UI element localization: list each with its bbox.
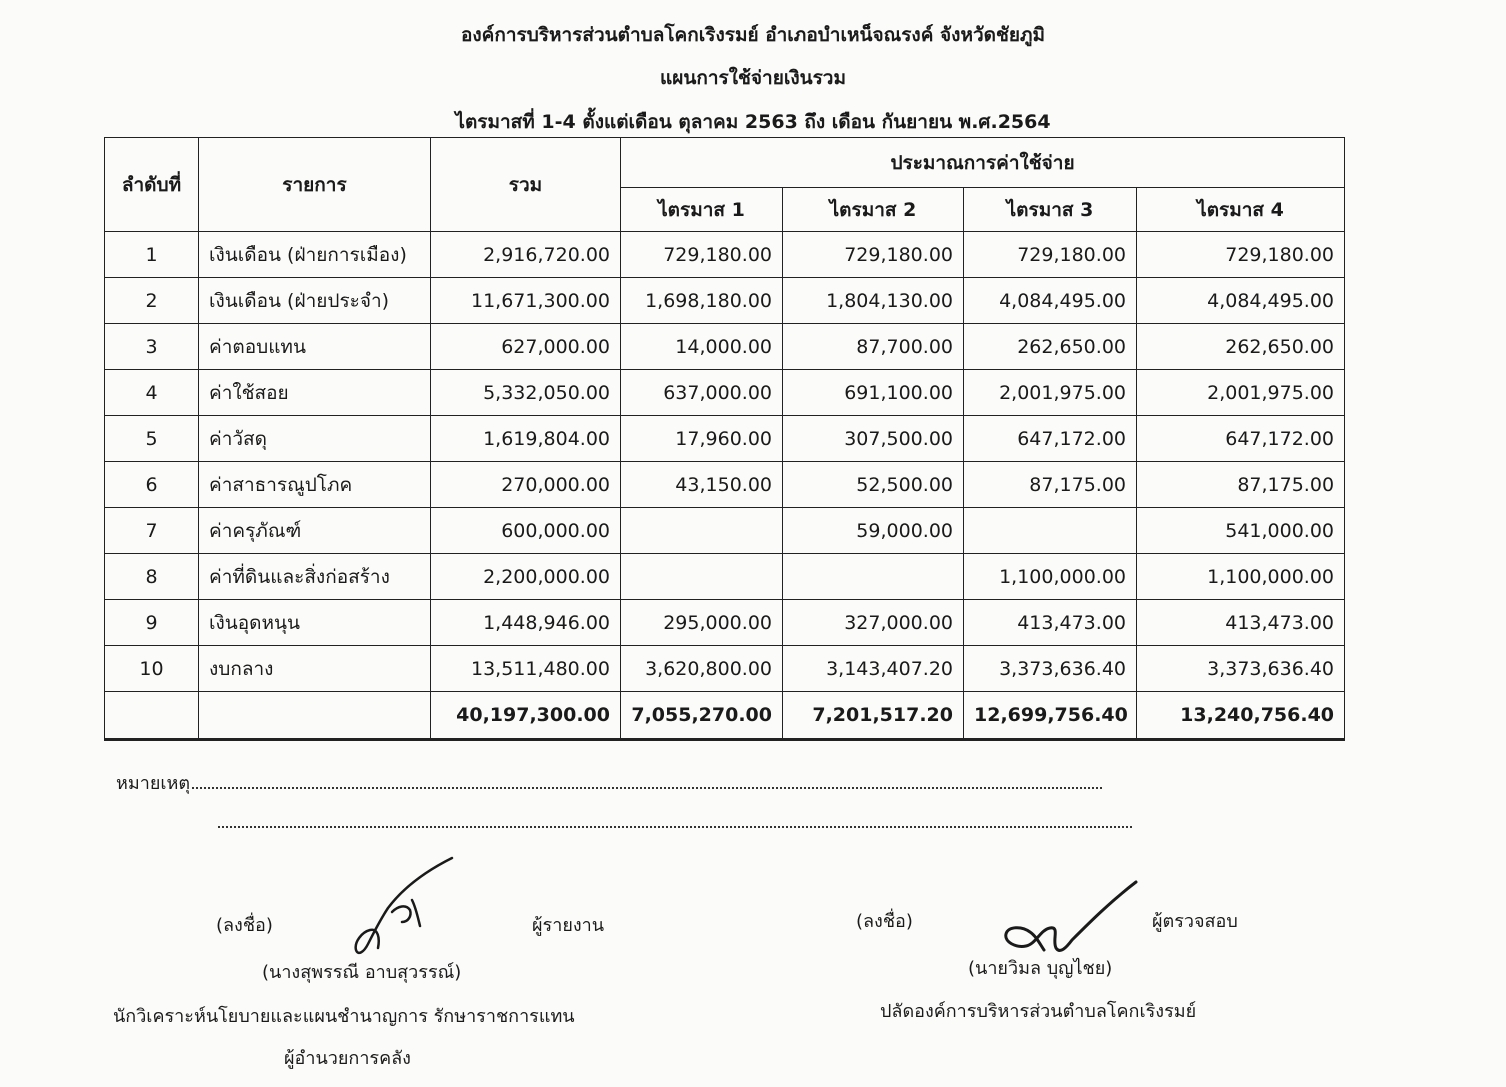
col-q2-header: ไตรมาส 2 xyxy=(783,188,964,232)
budget-table xyxy=(104,137,1345,741)
row-q2: 52,500.00 xyxy=(783,462,964,508)
table-row xyxy=(105,370,1345,416)
row-q2 xyxy=(783,554,964,600)
row-q3: 87,175.00 xyxy=(964,462,1137,508)
row-q3: 1,100,000.00 xyxy=(964,554,1137,600)
row-q2: 691,100.00 xyxy=(783,370,964,416)
row-q4: 3,373,636.40 xyxy=(1137,646,1345,692)
row-item: เงินอุดหนุน xyxy=(199,600,431,646)
row-q4: 87,175.00 xyxy=(1137,462,1345,508)
period-title: ไตรมาสที่ 1-4 ตั้งแต่เดือน ตุลาคม 2563 ถึง เดือน กันยายน พ.ศ.2564 xyxy=(455,111,1051,133)
table-row xyxy=(105,232,1345,278)
row-item: เงินเดือน (ฝ่ายประจำ) xyxy=(199,278,431,324)
left-sign-position-2: ผู้อำนวยการคลัง xyxy=(284,1048,411,1069)
totals-row xyxy=(105,692,1345,740)
row-q1: 295,000.00 xyxy=(621,600,783,646)
remark-line xyxy=(116,768,1102,797)
row-q4: 1,100,000.00 xyxy=(1137,554,1345,600)
col-total-header: รวม xyxy=(431,138,621,232)
org-title: องค์การบริหารส่วนตำบลโคกเริงรมย์ อำเภอบำเหน็จณรงค์ จังหวัดชัยภูมิ xyxy=(460,24,1046,46)
table-row xyxy=(105,416,1345,462)
table-row xyxy=(105,646,1345,692)
row-q3: 729,180.00 xyxy=(964,232,1137,278)
row-item: เงินเดือน (ฝ่ายการเมือง) xyxy=(199,232,431,278)
row-q1: 637,000.00 xyxy=(621,370,783,416)
total-q1: 7,055,270.00 xyxy=(621,692,783,740)
row-q4: 541,000.00 xyxy=(1137,508,1345,554)
row-no: 9 xyxy=(105,600,199,646)
plan-title: แผนการใช้จ่ายเงินรวม xyxy=(659,67,846,89)
col-no-header: ลำดับที่ xyxy=(105,138,199,232)
table-row xyxy=(105,600,1345,646)
row-q3: 3,373,636.40 xyxy=(964,646,1137,692)
row-item: ค่าสาธารณูปโภค xyxy=(199,462,431,508)
right-sign-position: ปลัดองค์การบริหารส่วนตำบลโคกเริงรมย์ xyxy=(880,1001,1197,1022)
row-total: 2,916,720.00 xyxy=(431,232,621,278)
row-q3: 647,172.00 xyxy=(964,416,1137,462)
row-q1: 14,000.00 xyxy=(621,324,783,370)
totals-no-cell xyxy=(105,692,199,740)
row-total: 1,448,946.00 xyxy=(431,600,621,646)
row-q3: 2,001,975.00 xyxy=(964,370,1137,416)
total-q3: 12,699,756.40 xyxy=(964,692,1137,740)
row-no: 1 xyxy=(105,232,199,278)
row-total: 2,200,000.00 xyxy=(431,554,621,600)
row-item: ค่าวัสดุ xyxy=(199,416,431,462)
col-q4-header: ไตรมาส 4 xyxy=(1137,188,1345,232)
row-total: 13,511,480.00 xyxy=(431,646,621,692)
left-sign-role: ผู้รายงาน xyxy=(532,915,605,936)
table-row xyxy=(105,278,1345,324)
right-sign-label: (ลงชื่อ) xyxy=(856,911,913,932)
row-no: 3 xyxy=(105,324,199,370)
row-q1 xyxy=(621,554,783,600)
row-no: 2 xyxy=(105,278,199,324)
left-signature-icon xyxy=(340,852,460,962)
row-q1: 1,698,180.00 xyxy=(621,278,783,324)
table-row xyxy=(105,508,1345,554)
col-group-header: ประมาณการค่าใช้จ่าย xyxy=(621,138,1345,188)
row-no: 10 xyxy=(105,646,199,692)
row-q3: 262,650.00 xyxy=(964,324,1137,370)
row-q4: 647,172.00 xyxy=(1137,416,1345,462)
row-q1 xyxy=(621,508,783,554)
row-q1: 729,180.00 xyxy=(621,232,783,278)
row-item: ค่าตอบแทน xyxy=(199,324,431,370)
row-total: 627,000.00 xyxy=(431,324,621,370)
remark-dotted-line xyxy=(192,787,1102,789)
col-q3-header: ไตรมาส 3 xyxy=(964,188,1137,232)
table-row xyxy=(105,462,1345,508)
left-sign-position: นักวิเคราะห์นโยบายและแผนชำนาญการ รักษาราชการแทน xyxy=(113,1006,575,1027)
row-q4: 413,473.00 xyxy=(1137,600,1345,646)
row-total: 600,000.00 xyxy=(431,508,621,554)
totals-item-cell xyxy=(199,692,431,740)
row-item: ค่าที่ดินและสิ่งก่อสร้าง xyxy=(199,554,431,600)
row-q2: 1,804,130.00 xyxy=(783,278,964,324)
grand-total: 40,197,300.00 xyxy=(431,692,621,740)
row-q2: 729,180.00 xyxy=(783,232,964,278)
row-q3 xyxy=(964,508,1137,554)
row-q2: 327,000.00 xyxy=(783,600,964,646)
row-q2: 87,700.00 xyxy=(783,324,964,370)
left-sign-name: (นางสุพรรณี อาบสุวรรณ์) xyxy=(262,962,462,983)
row-q2: 307,500.00 xyxy=(783,416,964,462)
row-no: 4 xyxy=(105,370,199,416)
col-item-header: รายการ xyxy=(199,138,431,232)
row-total: 270,000.00 xyxy=(431,462,621,508)
table-row xyxy=(105,554,1345,600)
row-q4: 2,001,975.00 xyxy=(1137,370,1345,416)
remark-label: หมายเหตุ xyxy=(116,773,191,794)
col-q1-header: ไตรมาส 1 xyxy=(621,188,783,232)
row-no: 7 xyxy=(105,508,199,554)
remark-dotted-line-2 xyxy=(218,826,1132,828)
row-q4: 4,084,495.00 xyxy=(1137,278,1345,324)
row-q1: 3,620,800.00 xyxy=(621,646,783,692)
row-q3: 4,084,495.00 xyxy=(964,278,1137,324)
row-q1: 17,960.00 xyxy=(621,416,783,462)
left-sign-label: (ลงชื่อ) xyxy=(216,915,273,936)
row-q1: 43,150.00 xyxy=(621,462,783,508)
row-q3: 413,473.00 xyxy=(964,600,1137,646)
row-q2: 3,143,407.20 xyxy=(783,646,964,692)
row-item: ค่าใช้สอย xyxy=(199,370,431,416)
table-row xyxy=(105,324,1345,370)
row-item: ค่าครุภัณฑ์ xyxy=(199,508,431,554)
row-total: 5,332,050.00 xyxy=(431,370,621,416)
right-sign-name: (นายวิมล บุญไชย) xyxy=(968,958,1113,979)
row-item: งบกลาง xyxy=(199,646,431,692)
row-q2: 59,000.00 xyxy=(783,508,964,554)
right-sign-role: ผู้ตรวจสอบ xyxy=(1152,911,1238,932)
row-q4: 262,650.00 xyxy=(1137,324,1345,370)
row-total: 1,619,804.00 xyxy=(431,416,621,462)
total-q4: 13,240,756.40 xyxy=(1137,692,1345,740)
row-no: 6 xyxy=(105,462,199,508)
row-no: 5 xyxy=(105,416,199,462)
row-no: 8 xyxy=(105,554,199,600)
total-q2: 7,201,517.20 xyxy=(783,692,964,740)
row-q4: 729,180.00 xyxy=(1137,232,1345,278)
row-total: 11,671,300.00 xyxy=(431,278,621,324)
